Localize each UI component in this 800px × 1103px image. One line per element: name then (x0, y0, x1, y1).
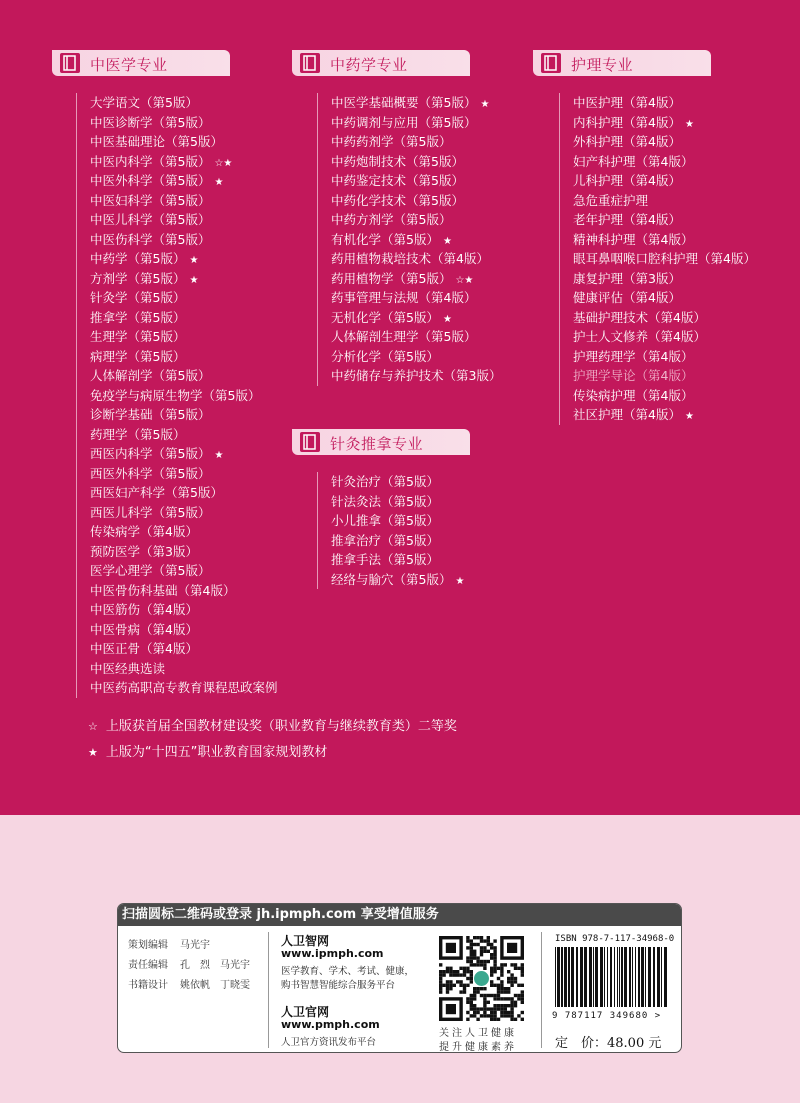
book-title: 无机化学（第5版） (331, 309, 439, 325)
book-item (77, 678, 278, 698)
book-item (318, 531, 464, 551)
book-item (77, 405, 278, 425)
book-item (77, 444, 278, 464)
book-item (77, 230, 278, 250)
book-item (560, 405, 756, 425)
book-item (77, 347, 278, 367)
book-item (77, 93, 278, 113)
star-icon: ★ (88, 746, 98, 759)
book-item (560, 269, 756, 289)
section-tag-pharmacy (292, 50, 470, 76)
section-title: 针灸推拿专业 (330, 435, 424, 453)
book-item (77, 386, 278, 406)
book-title: 药事管理与法规（第4版） (331, 290, 477, 305)
book-title: 西医妇产科学（第5版） (90, 485, 223, 500)
star-mark-icon: ★ (455, 575, 465, 587)
book-title: 中药药剂学（第5版） (331, 134, 452, 149)
book-title: 基础护理技术（第4版） (573, 309, 706, 325)
book-item (318, 249, 501, 269)
book-item (77, 561, 278, 581)
book-item (318, 93, 501, 113)
site1-title: 人卫智网 (281, 934, 330, 948)
book-list-nursing (559, 93, 756, 425)
book-title: 中医正骨（第4版） (90, 641, 198, 656)
book-title: 西医内科学（第5版） (90, 446, 211, 461)
book-title: 中医妇科学（第5版） (90, 192, 211, 208)
book-title: 经络与腧穴（第5版） (331, 571, 452, 587)
book-title: 精神科护理（第4版） (573, 231, 694, 247)
site2-desc: 人卫官方资讯发布平台 (281, 1037, 377, 1048)
book-title: 眼耳鼻咽喉口腔科护理（第4版） (573, 251, 756, 266)
book-title: 分析化学（第5版） (331, 348, 439, 364)
site2-title: 人卫官网 (281, 1005, 330, 1019)
book-title: 中医伤科学（第5版） (90, 231, 211, 247)
price-text: 定 价：48.00 元 (555, 1036, 662, 1051)
book-title: 中药炮制技术（第5版） (331, 153, 464, 169)
book-title: 推拿治疗（第5版） (331, 532, 439, 548)
book-title: 中医内科学（第5版） (90, 153, 211, 169)
book-title: 人体解剖生理学（第5版） (331, 329, 477, 344)
book-title: 推拿手法（第5版） (331, 552, 439, 567)
book-title: 中医基础理论（第5版） (90, 134, 223, 149)
book-item (318, 511, 464, 531)
book-item (318, 308, 501, 328)
book-item (560, 171, 756, 191)
book-item (77, 522, 278, 542)
book-title: 中医学基础概要（第5版） (331, 95, 477, 110)
hollow-star-icon: ☆ (88, 720, 98, 733)
note-award (88, 714, 457, 740)
book-title: 社区护理（第4版） (573, 407, 681, 422)
book-title: 中医药高职高专教育课程思政案例 (90, 680, 278, 695)
book-item (318, 132, 501, 152)
book-item (318, 327, 501, 347)
book-title: 中医骨病（第4版） (90, 621, 198, 637)
book-item (77, 152, 278, 172)
book-title: 中医筋伤（第4版） (90, 602, 198, 617)
book-list-pharmacy (317, 93, 501, 386)
book-item (77, 288, 278, 308)
book-item (77, 308, 278, 328)
book-icon (60, 53, 80, 73)
site1-url[interactable]: www.ipmph.com (281, 947, 384, 960)
editor-line: 策划编辑 马光宇 (128, 940, 210, 951)
section-title: 中医学专业 (90, 56, 168, 74)
book-title: 外科护理（第4版） (573, 134, 681, 149)
note-text: 上版获首届全国教材建设奖（职业教育与继续教育类）二等奖 (105, 719, 457, 734)
book-item (77, 581, 278, 601)
book-item (77, 132, 278, 152)
star-mark-icon: ★ (480, 99, 490, 110)
book-item (77, 542, 278, 562)
book-item (318, 269, 501, 289)
divider (268, 932, 269, 1048)
book-title: 妇产科护理（第4版） (573, 153, 694, 169)
book-title: 中医儿科学（第5版） (90, 212, 211, 227)
book-title: 针灸学（第5版） (90, 290, 186, 305)
book-title: 医学心理学（第5版） (90, 563, 211, 578)
qr-caption: 提升健康素养 (439, 1042, 517, 1053)
site2-url[interactable]: www.pmph.com (281, 1018, 380, 1031)
star-mark-icon: ★ (214, 450, 224, 461)
book-item (77, 425, 278, 445)
book-item (318, 570, 464, 590)
book-title: 中药方剂学（第5版） (331, 212, 452, 227)
book-title: 西医儿科学（第5版） (90, 504, 211, 520)
isbn-text: ISBN 978-7-117-34968-0 (555, 934, 675, 944)
book-item (77, 269, 278, 289)
book-item (318, 210, 501, 230)
editor-line: 责任编辑 孔 烈 马光宇 (128, 960, 250, 971)
star-mark-icon: ★ (214, 177, 224, 188)
book-title: 中医骨伤科基础（第4版） (90, 582, 236, 598)
panel-header: 扫描圆标二维码或登录 jh.ipmph.com 享受增值服务 (118, 904, 681, 926)
book-title: 药用植物学（第5版） (331, 270, 452, 286)
book-item (77, 249, 278, 269)
site1-desc: 购书智慧智能综合服务平台 (281, 980, 396, 991)
star-mark-icon: ★ (684, 118, 694, 130)
book-title: 西医外科学（第5版） (90, 465, 211, 481)
note-text: 上版为“十四五”职业教育国家规划教材 (105, 745, 328, 760)
book-item (77, 191, 278, 211)
book-item (560, 366, 756, 386)
book-title: 人体解剖学（第5版） (90, 368, 211, 383)
book-title: 护理药理学（第4版） (573, 348, 694, 364)
book-item (560, 191, 756, 211)
book-item (560, 230, 756, 250)
book-list-tcm (76, 93, 278, 698)
book-title: 护理学导论（第4版） (573, 368, 694, 383)
book-item (318, 230, 501, 250)
note-national-plan (88, 740, 457, 766)
book-item (560, 152, 756, 172)
book-item (77, 171, 278, 191)
book-item (77, 113, 278, 133)
qr-caption: 关注人卫健康 (439, 1028, 517, 1039)
star-mark-icon: ★ (189, 255, 199, 266)
book-item (77, 659, 278, 679)
book-title: 中医诊断学（第5版） (90, 114, 211, 130)
star-mark-icon: ★ (442, 235, 452, 247)
barcode-icon (553, 947, 673, 1011)
book-item (318, 492, 464, 512)
book-title: 康复护理（第3版） (573, 270, 681, 286)
book-item (318, 152, 501, 172)
book-title: 内科护理（第4版） (573, 114, 681, 130)
book-item (318, 191, 501, 211)
book-item (77, 210, 278, 230)
book-item (560, 347, 756, 367)
info-panel (117, 903, 682, 1053)
book-item (560, 308, 756, 328)
book-item (318, 550, 464, 570)
book-item (77, 483, 278, 503)
book-title: 中医护理（第4版） (573, 95, 681, 110)
book-title: 健康评估（第4版） (573, 290, 681, 305)
site1-desc: 医学教育、学术、考试、健康， (281, 966, 415, 977)
book-title: 针法灸法（第5版） (331, 493, 439, 509)
book-list-acupuncture (317, 472, 464, 589)
book-title: 生理学（第5版） (90, 329, 186, 344)
book-title: 免疫学与病原生物学（第5版） (90, 387, 261, 403)
book-item (560, 249, 756, 269)
book-title: 中医经典选读 (90, 660, 166, 676)
book-title: 药理学（第5版） (90, 426, 186, 442)
book-item (318, 366, 501, 386)
book-title: 中药储存与养护技术（第3版） (331, 368, 502, 383)
book-title: 急危重症护理 (573, 192, 649, 208)
book-title: 护士人文修养（第4版） (573, 329, 706, 344)
book-item (77, 366, 278, 386)
book-icon (541, 53, 561, 73)
book-title: 中药学（第5版） (90, 251, 186, 266)
book-icon (300, 53, 320, 73)
book-item (77, 327, 278, 347)
book-title: 小儿推拿（第5版） (331, 513, 439, 528)
book-title: 传染病学（第4版） (90, 524, 198, 539)
book-item (77, 503, 278, 523)
book-title: 推拿学（第5版） (90, 309, 186, 325)
book-title: 方剂学（第5版） (90, 270, 186, 286)
book-item (560, 93, 756, 113)
book-item (560, 113, 756, 133)
book-item (560, 132, 756, 152)
star-mark-icon: ☆★ (455, 274, 474, 286)
star-mark-icon: ☆★ (214, 157, 233, 169)
book-title: 中药调剂与应用（第5版） (331, 114, 477, 130)
editor-line: 书籍设计 姚依帆 丁晓雯 (128, 980, 250, 991)
book-item (77, 620, 278, 640)
book-title: 儿科护理（第4版） (573, 173, 681, 188)
section-tag-tcm (52, 50, 230, 76)
book-title: 药用植物栽培技术（第4版） (331, 251, 489, 266)
star-mark-icon: ★ (189, 274, 199, 286)
barcode-digits: 9 787117 349680 > (552, 1011, 662, 1021)
book-item (77, 464, 278, 484)
book-title: 中医外科学（第5版） (90, 173, 211, 188)
book-title: 诊断学基础（第5版） (90, 407, 211, 422)
section-title: 中药学专业 (330, 56, 408, 74)
book-item (77, 600, 278, 620)
book-title: 预防医学（第3版） (90, 543, 198, 559)
book-item (318, 113, 501, 133)
qr-code-icon[interactable] (439, 936, 524, 1021)
book-title: 传染病护理（第4版） (573, 387, 694, 403)
book-item (318, 171, 501, 191)
star-mark-icon: ★ (684, 411, 694, 422)
book-item (560, 386, 756, 406)
book-item (318, 288, 501, 308)
book-title: 针灸治疗（第5版） (331, 474, 439, 489)
book-item (77, 639, 278, 659)
book-title: 病理学（第5版） (90, 348, 186, 364)
book-item (318, 347, 501, 367)
book-item (318, 472, 464, 492)
book-title: 中药鉴定技术（第5版） (331, 173, 464, 188)
divider (541, 932, 542, 1048)
book-item (560, 210, 756, 230)
legend-notes (88, 714, 457, 766)
book-icon (300, 432, 320, 452)
section-title: 护理专业 (571, 56, 634, 74)
section-tag-acupuncture (292, 429, 470, 455)
book-item (560, 327, 756, 347)
book-title: 老年护理（第4版） (573, 212, 681, 227)
book-item (560, 288, 756, 308)
section-tag-nursing (533, 50, 711, 76)
star-mark-icon: ★ (442, 313, 452, 325)
book-title: 中药化学技术（第5版） (331, 192, 464, 208)
book-title: 大学语文（第5版） (90, 95, 198, 110)
book-title: 有机化学（第5版） (331, 231, 439, 247)
